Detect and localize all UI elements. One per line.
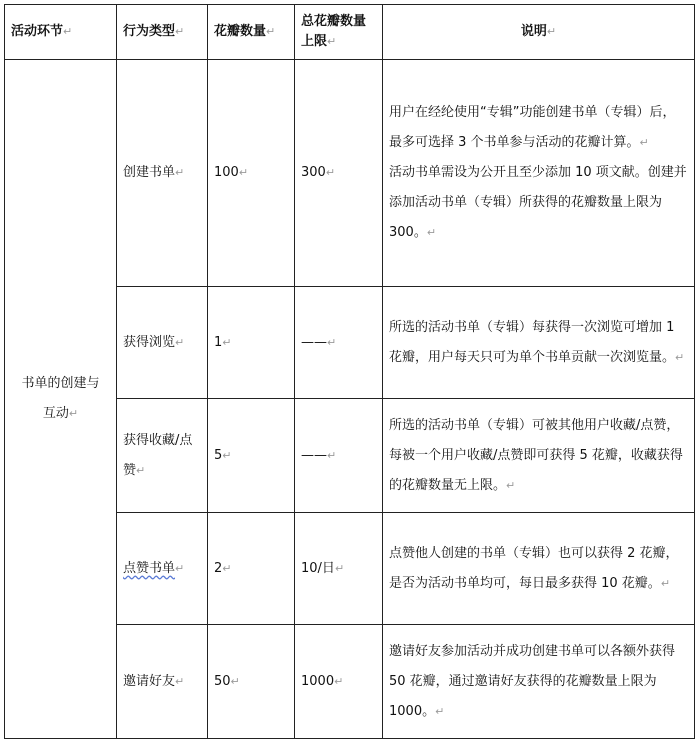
- action-cell: 创建书单↵: [117, 60, 208, 287]
- header-desc: 说明↵: [383, 5, 695, 60]
- desc-cell: 点赞他人创建的书单（专辑）也可以获得 2 花瓣，是否为活动书单均可，每日最多获得 10 花瓣。↵: [383, 513, 695, 625]
- desc-cell: 用户在经纶使用“专辑”功能创建书单（专辑）后，最多可选择 3 个书单参与活动的花瓣计算。↵ 活动书单需设为公开且至少添加 10 项文献。创建并添加活动书单（专辑）所获得的花瓣数量上限为 300。↵: [383, 60, 695, 287]
- header-phase: 活动环节↵: [5, 5, 117, 60]
- petals-cell: 1↵: [208, 287, 295, 399]
- header-action: 行为类型↵: [117, 5, 208, 60]
- header-cap: 总花瓣数量上限↵: [295, 5, 383, 60]
- cap-cell: 10/日↵: [295, 513, 383, 625]
- desc-cell: 所选的活动书单（专辑）可被其他用户收藏/点赞，每被一个用户收藏/点赞即可获得 5 花瓣，收藏获得的花瓣数量无上限。↵: [383, 399, 695, 513]
- cap-cell: ——↵: [295, 287, 383, 399]
- desc-cell: 邀请好友参加活动并成功创建书单可以各额外获得 50 花瓣，通过邀请好友获得的花瓣数量上限为 1000。↵: [383, 625, 695, 739]
- cap-cell: 1000↵: [295, 625, 383, 739]
- petals-cell: 5↵: [208, 399, 295, 513]
- petals-cell: 2↵: [208, 513, 295, 625]
- header-row: [5, 5, 695, 60]
- action-cell: 点赞书单↵: [117, 513, 208, 625]
- cap-cell: 300↵: [295, 60, 383, 287]
- cap-cell: ——↵: [295, 399, 383, 513]
- desc-cell: 所选的活动书单（专辑）每获得一次浏览可增加 1 花瓣，用户每天只可为单个书单贡献一次浏览量。↵: [383, 287, 695, 399]
- action-cell: 获得收藏/点赞↵: [117, 399, 208, 513]
- action-cell: 邀请好友↵: [117, 625, 208, 739]
- rules-table: [4, 4, 695, 739]
- petals-cell: 50↵: [208, 625, 295, 739]
- phase-cell: 书单的创建与互动↵: [5, 60, 117, 739]
- table-row: [5, 60, 695, 287]
- header-petals: 花瓣数量↵: [208, 5, 295, 60]
- action-cell: 获得浏览↵: [117, 287, 208, 399]
- petals-cell: 100↵: [208, 60, 295, 287]
